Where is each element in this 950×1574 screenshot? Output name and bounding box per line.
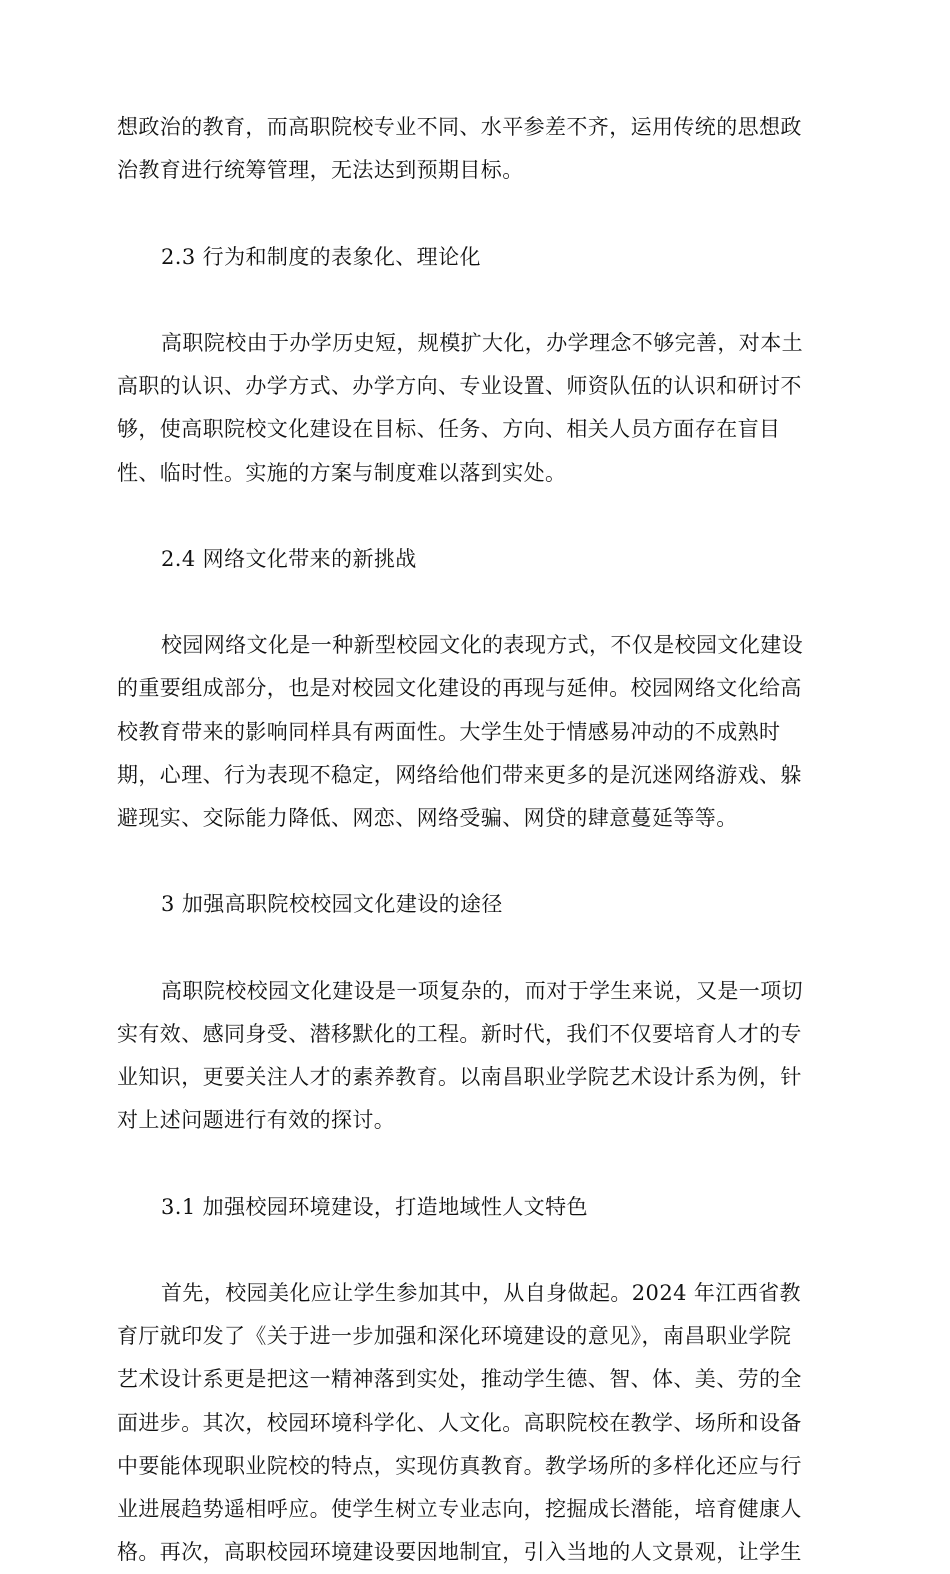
text-line: 校园网络文化是一种新型校园文化的表现方式，不仅是校园文化建设 — [161, 633, 803, 658]
text-line: 的重要组成部分，也是对校园文化建设的再现与延伸。校园网络文化给高 — [117, 676, 802, 701]
text-line: 高职的认识、办学方式、办学方向、专业设置、师资队伍的认识和研讨不 — [117, 374, 802, 399]
paragraph — [117, 106, 834, 192]
text-line: 性、临时性。实施的方案与制度难以落到实处。 — [117, 460, 567, 485]
text-line: 对上述问题进行有效的探讨。 — [117, 1108, 396, 1133]
text-line: 治教育进行统筹管理，无法达到预期目标。 — [117, 158, 524, 183]
paragraph-spacing — [117, 279, 834, 322]
text-line: 格。再次，高职校园环境建设要因地制宜，引入当地的人文景观，让学生 — [117, 1540, 802, 1565]
text-line: 首先，校园美化应让学生参加其中，从自身做起。2024 年江西省教 — [161, 1281, 801, 1306]
paragraph-spacing — [117, 581, 834, 624]
paragraph — [117, 970, 834, 1143]
text-line: 高职院校由于办学历史短，规模扩大化，办学理念不够完善，对本土 — [161, 330, 803, 355]
paragraph-spacing — [117, 495, 834, 538]
paragraph — [117, 624, 834, 840]
paragraph-spacing — [117, 927, 834, 970]
text-line: 业进展趋势遥相呼应。使学生树立专业志向，挖掘成长潜能，培育健康人 — [117, 1497, 802, 1521]
section-heading: 2.3 行为和制度的表象化、理论化 — [161, 244, 481, 269]
document-body — [117, 106, 834, 1574]
paragraph — [117, 1272, 834, 1574]
text-line: 面进步。其次，校园环境科学化、人文化。高职院校在教学、场所和设备 — [117, 1410, 802, 1435]
paragraph-spacing — [117, 1143, 834, 1186]
section-heading: 3 加强高职院校校园文化建设的途径 — [161, 892, 503, 917]
text-line: 校教育带来的影响同样具有两面性。大学生处于情感易冲动的不成熟时 — [117, 719, 781, 744]
section-heading: 2.4 网络文化带来的新挑战 — [161, 546, 417, 571]
paragraph — [117, 322, 834, 495]
text-line: 中要能体现职业院校的特点，实现仿真教育。教学场所的多样化还应与行 — [117, 1453, 802, 1478]
text-line: 想政治的教育，而高职院校专业不同、水平参差不齐，运用传统的思想政 — [117, 115, 802, 139]
section-heading: 3.1 加强校园环境建设，打造地域性人文特色 — [161, 1194, 588, 1219]
paragraph-spacing — [117, 192, 834, 235]
text-line: 够，使高职院校文化建设在目标、任务、方向、相关人员方面存在盲目 — [117, 417, 781, 442]
text-line: 期，心理、行为表现不稳定，网络给他们带来更多的是沉迷网络游戏、躲 — [117, 762, 802, 787]
text-line: 实有效、感同身受、潜移默化的工程。新时代，我们不仅要培育人才的专 — [117, 1021, 802, 1046]
text-line: 避现实、交际能力降低、网恋、网络受骗、网贷的肆意蔓延等等。 — [117, 806, 738, 830]
text-line: 艺术设计系更是把这一精神落到实处，推动学生德、智、体、美、劳的全 — [117, 1367, 802, 1392]
paragraph-spacing — [117, 1229, 834, 1272]
paragraph-spacing — [117, 840, 834, 883]
text-line: 高职院校校园文化建设是一项复杂的，而对于学生来说，又是一项切 — [161, 978, 803, 1003]
text-line: 育厅就印发了《关于进一步加强和深化环境建设的意见》，南昌职业学院 — [117, 1324, 792, 1349]
text-line: 业知识，更要关注人才的素养教育。以南昌职业学院艺术设计系为例，针 — [117, 1065, 802, 1090]
